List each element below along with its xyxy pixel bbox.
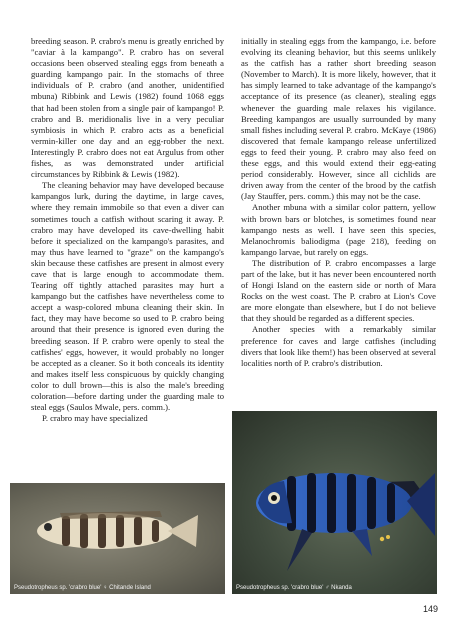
photo-caption: Pseudotropheus sp. 'crabro blue' ♂ Nkanda [236,585,352,591]
paragraph: The cleaning behavior may have developed because kampangos lurk, during the daytime, in large caves, where they remain immobile so that even a diver can sometimes touch a catfish without scaring it away. P. crabro may have developed its cave-dwelling habit before it specialized on the kampango's parasites, and may thus have learned to "graze" on the kampango's skin because these catfishes are present in almost every cave that is large enough to accommodate them. Tearing off tightly attached parasites may hurt a kampango but the catfishes have nevertheless come to accept a wasp-colored mbuna cleaning their skin. In fact, they may have become so used to P. crabro being around that their presence is ignored even during the breeding season. If P. crabro were openly to steal the catfishes' eggs, however, it would probably no longer be accepted as a cleaner. So it both conceals its identity and makes itself less conspicuous by quickly changing color to dull brown—this is also the male's breeding coloration—before darting under the guarding male to steal eggs (Saulos Mwale, pers. comm.). [31,180,224,413]
page-number: 149 [423,604,439,614]
paragraph: The distribution of P. crabro encompasses a large part of the lake, but it has never been encountered north of Hongi Island on the eastern side or north of Mara Rocks on the west coast. The P. crabro at Lion's Cove are more elongate than elsewhere, but I do not believe that they should be regarded as a different species. [241,257,436,324]
paragraph: breeding season. P. crabro's menu is greatly enriched by "caviar à la kampango". P. crabro has on several occasions been observed stealing eggs from beneath a guarding kampango pair. In the stomachs of three individuals of P. crabro (and another, unidentified mbuna) Ribbink and Lewis (1982) found 1068 eggs that had been stolen from a single pair of kampango! P. crabro and B. meridionalis live in a very peculiar symbiosis in which P. crabro acts as a beneficial vermin-killer one day and an egg-robber the next. Interestingly P. crabro does not eat Argulus from other fishes, as was demonstrated under artificial circumstances by Ribbink & Lewis (1982). [31,36,224,180]
paragraph: P. crabro may have specialized [42,413,148,424]
female-fish-photo [10,483,225,594]
paragraph: Another species with a remarkably similar preference for caves and large catfishes (including divers that look like them!) has been observed at several localities north of P. crabro's distribution. [241,324,436,368]
right-column [241,36,436,369]
paragraph: initially in stealing eggs from the kampango, i.e. before evolving its cleaning behavior, but this seems unlikely as the catfish has a rather short breeding season (November to March). It is more likely, however, that it has simply learned to take advantage of the kampango's acceptance of its presence (as cleaner), stealing eggs whenever the guarding male relaxes his vigilance. Breeding kampangos are usually surrounded by many small fishes including several P. crabro. McKaye (1986) discovered that female kampango release unfertilized eggs to feed their young. P. crabro may also feed on these eggs, and this would extend their egg-eating period considerably. However, since all cichlids are driven away from the center of the brood by the catfish (Jay Stauffer, pers. comm.) this may not be the case. [241,36,436,202]
left-column [31,36,224,424]
male-fish-photo [232,411,437,594]
female-fish-illustration [10,483,225,594]
photo-caption: Pseudotropheus sp. 'crabro blue' ♀ Chitande Island [14,585,151,591]
paragraph: Another mbuna with a similar color pattern, yellow with brown bars or blotches, is sometimes found near kampango nests as well. I have seen this species, Melanochromis baliodigma (page 218), feeding on kampango larvae, but rarely on eggs. [241,202,436,257]
male-fish-illustration [232,411,437,594]
